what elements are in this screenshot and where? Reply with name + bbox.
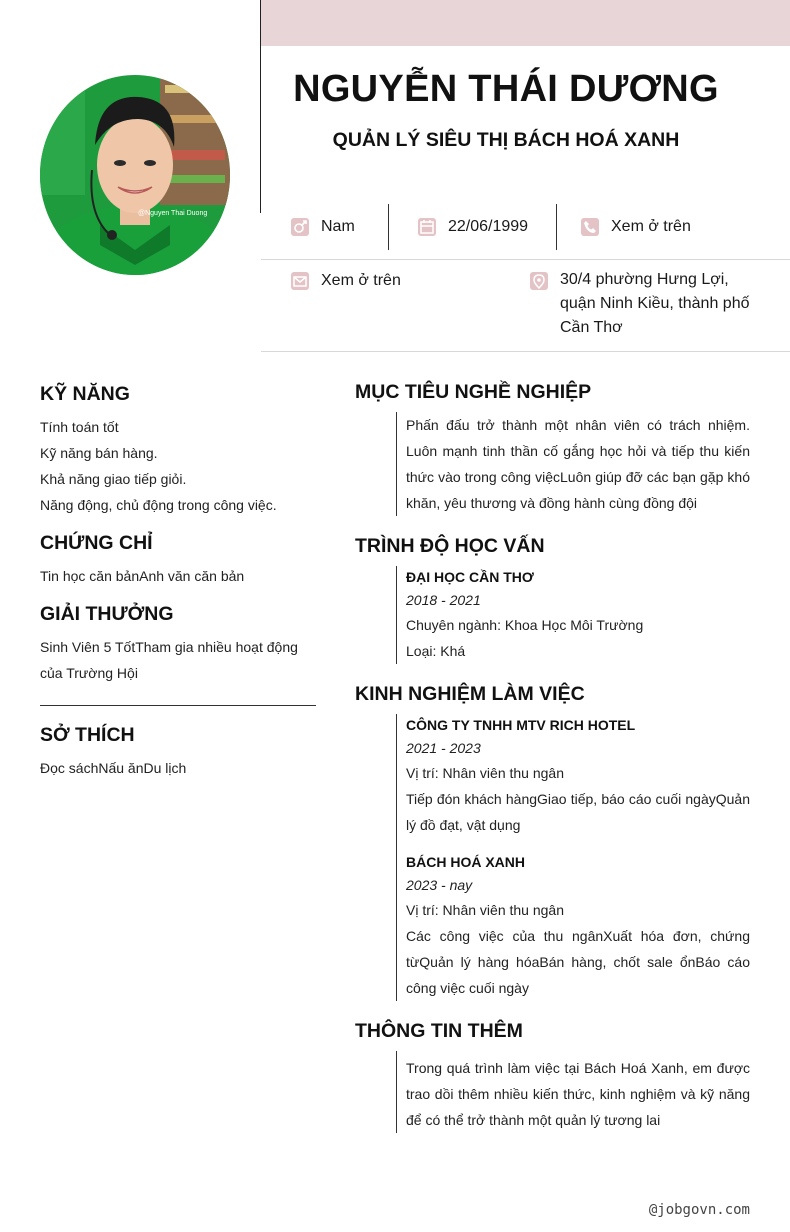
- footer-credit: @jobgovn.com: [648, 1202, 750, 1218]
- section-heading: THÔNG TIN THÊM: [355, 1020, 523, 1042]
- profile-photo-image: [40, 75, 230, 275]
- contact-separator: [556, 204, 557, 250]
- gender-field: [291, 204, 355, 250]
- job-description: Tiếp đón khách hàngGiao tiếp, báo cáo cuối ngàyQuản lý đồ đạt, vật dụng: [406, 791, 750, 833]
- section-heading: SỞ THÍCH: [40, 724, 135, 746]
- contact-row-1: [261, 204, 790, 260]
- job-period: 2021 - 2023: [406, 740, 481, 756]
- calendar-icon: [418, 218, 436, 236]
- gender-value: Nam: [321, 218, 355, 235]
- company-name: BÁCH HOÁ XANH: [406, 854, 525, 870]
- job-period: 2023 - nay: [406, 877, 473, 893]
- skill-item: Năng động, chủ động trong công việc.: [40, 497, 277, 513]
- objective-text: Phấn đấu trở thành một nhân viên có trách nhiệm. Luôn mạnh tinh thần cố gắng học hỏi và tiếp thu kiến thức vào trong công việcLuôn giúp đỡ các bạn gặp khó khăn, yêu thương và đồng hành cùng đồng đội: [406, 417, 750, 511]
- certificates-text: Tin học căn bảnAnh văn căn bản: [40, 568, 245, 584]
- additional-text: Trong quá trình làm việc tại Bách Hoá Xanh, em được trao dồi thêm nhiều kiến thức, kinh nghiệm và kỹ năng để có thể trở thành một quản lý tương lai: [406, 1060, 750, 1128]
- experience-section: [355, 683, 750, 1001]
- job-entry: [406, 851, 750, 1001]
- left-column: [40, 383, 316, 795]
- company-name: CÔNG TY TNHH MTV RICH HOTEL: [406, 717, 636, 733]
- contact-divider: [261, 351, 790, 352]
- photo-watermark: @Nguyen Thai Duong: [138, 210, 208, 217]
- gender-icon: [291, 218, 309, 236]
- section-divider: [40, 705, 316, 706]
- education-period: 2018 - 2021: [406, 592, 481, 608]
- contact-separator: [388, 204, 389, 250]
- candidate-title: QUẢN LÝ SIÊU THỊ BÁCH HOÁ XANH: [332, 129, 680, 151]
- hobbies-text: Đọc sáchNấu ănDu lịch: [40, 760, 187, 776]
- experience-content: [396, 714, 750, 1001]
- objective-section: [355, 381, 750, 516]
- section-heading: TRÌNH ĐỘ HỌC VẤN: [355, 535, 545, 557]
- additional-content: [396, 1051, 750, 1133]
- contact-divider: [261, 259, 790, 260]
- location-pin-icon: [530, 272, 548, 290]
- hobbies-section: [40, 724, 316, 781]
- skill-item: Kỹ năng bán hàng.: [40, 445, 158, 461]
- education-major: Chuyên ngành: Khoa Học Môi Trường: [406, 617, 644, 633]
- job-description: Các công việc của thu ngânXuất hóa đơn, chứng từQuản lý hàng hóaBán hàng, chốt sale ổnBáo cáo công việc cuối ngày: [406, 928, 750, 996]
- right-column: [355, 381, 750, 1152]
- awards-section: [40, 603, 316, 686]
- address-value: 30/4 phường Hưng Lợi, quận Ninh Kiều, thành phố Cần Thơ: [560, 271, 750, 336]
- skills-section: [40, 383, 316, 518]
- objective-content: [396, 412, 750, 516]
- additional-section: [355, 1020, 750, 1133]
- header-band: [261, 0, 790, 46]
- candidate-name: NGUYỄN THÁI DƯƠNG: [293, 68, 719, 110]
- education-grade: Loại: Khá: [406, 643, 466, 659]
- school-name: ĐẠI HỌC CẦN THƠ: [406, 569, 534, 585]
- birthdate-value: 22/06/1999: [448, 218, 529, 235]
- phone-value: Xem ở trên: [611, 218, 691, 235]
- job-entry: [406, 714, 750, 838]
- certificates-section: [40, 532, 316, 589]
- section-heading: CHỨNG CHỈ: [40, 532, 153, 554]
- skill-item: Tính toán tốt: [40, 419, 119, 435]
- phone-field: [581, 204, 691, 250]
- phone-icon: [581, 218, 599, 236]
- section-heading: MỤC TIÊU NGHỀ NGHIỆP: [355, 381, 592, 403]
- job-position: Vị trí: Nhân viên thu ngân: [406, 765, 564, 781]
- address-field: [530, 272, 755, 340]
- education-content: [396, 566, 750, 664]
- birthdate-field: [418, 204, 528, 250]
- awards-text: Sinh Viên 5 TốtTham gia nhiều hoạt động của Trường Hội: [40, 639, 298, 681]
- mail-icon: [291, 272, 309, 290]
- section-heading: KINH NGHIỆM LÀM VIỆC: [355, 683, 585, 705]
- skill-item: Khả năng giao tiếp giỏi.: [40, 471, 187, 487]
- profile-photo: [40, 75, 230, 275]
- education-section: [355, 535, 750, 664]
- email-value: Xem ở trên: [321, 272, 401, 289]
- job-position: Vị trí: Nhân viên thu ngân: [406, 902, 564, 918]
- email-field: [291, 272, 401, 290]
- section-heading: KỸ NĂNG: [40, 383, 130, 405]
- section-heading: GIẢI THƯỞNG: [40, 603, 174, 625]
